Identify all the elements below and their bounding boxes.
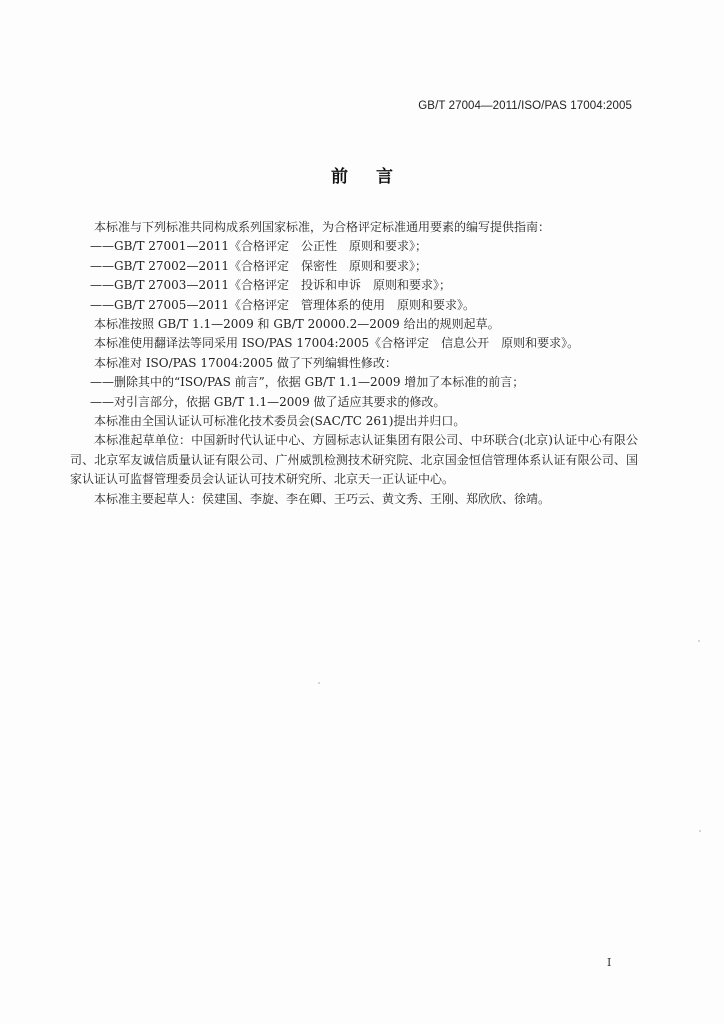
paragraph-drafting-rules: 本标准按照 GB/T 1.1—2009 和 GB/T 20000.2—2009 给出的规则起草。 (94, 317, 500, 332)
scan-speck (318, 682, 320, 684)
paragraph-proposed-by: 本标准由全国认证认可标准化技术委员会(SAC/TC 261)提出并归口。 (94, 414, 466, 429)
paragraph-drafting-units: 本标准起草单位：中国新时代认证中心、方圆标志认证集团有限公司、中环联合(北京)认证中心有限公司、北京军友诚信质量认证有限公司、广州威凯检测技术研究院、北京国金恒信管理体系认证有限公司、国家认证认可监督管理委员会认证认可技术研究所、北京天一正认证中心。 (70, 433, 638, 487)
list-item-gbt27001: ——GB/T 27001—2011《合格评定 公正性 原则和要求》； (90, 239, 427, 254)
paragraph-editorial-changes: 本标准对 ISO/PAS 17004:2005 做了下列编辑性修改： (94, 355, 397, 370)
foreword-body (70, 218, 638, 509)
standard-code-header: GB/T 27004—2011/ISO/PAS 17004:2005 (418, 100, 632, 112)
scan-speck (699, 830, 701, 832)
list-item-change-2: ——对引言部分，依据 GB/T 1.1—2009 做了适应其要求的修改。 (90, 394, 446, 409)
paragraph-intro: 本标准与下列标准共同构成系列国家标准，为合格评定标准通用要素的编写提供指南： (94, 220, 551, 234)
page-title: 前言 (331, 167, 421, 187)
scan-speck (698, 640, 700, 642)
paragraph-adoption: 本标准使用翻译法等同采用 ISO/PAS 17004:2005《合格评定 信息公开 原则和要求》。 (94, 336, 580, 351)
paragraph-drafters: 本标准主要起草人：侯建国、李旋、李在卿、王巧云、黄文秀、王刚、郑欣欣、徐靖。 (94, 491, 551, 506)
list-item-gbt27003: ——GB/T 27003—2011《合格评定 投诉和申诉 原则和要求》； (90, 278, 451, 293)
list-item-change-1: ——删除其中的“ISO/PAS 前言”，依据 GB/T 1.1—2009 增加了本标准的前言； (90, 375, 525, 390)
list-item-gbt27002: ——GB/T 27002—2011《合格评定 保密性 原则和要求》； (90, 258, 427, 273)
list-item-gbt27005: ——GB/T 27005—2011《合格评定 管理体系的使用 原则和要求》。 (90, 297, 475, 312)
page-number: I (607, 956, 612, 969)
